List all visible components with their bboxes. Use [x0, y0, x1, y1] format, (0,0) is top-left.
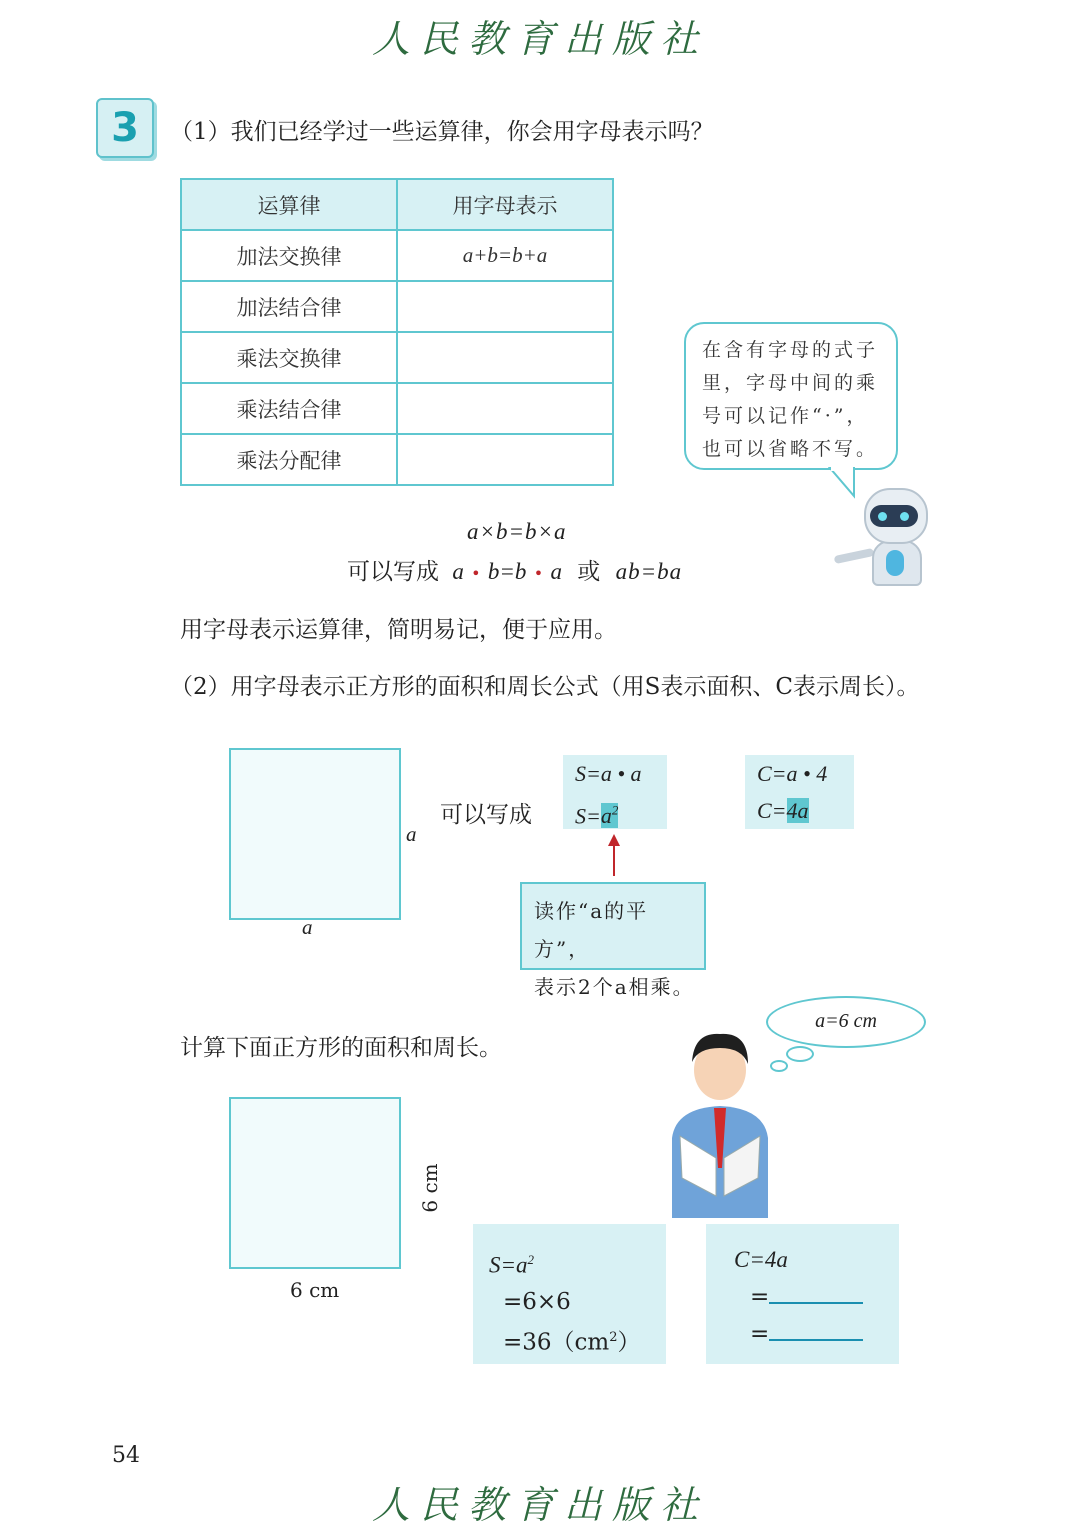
- arrow-shaft: [613, 842, 615, 876]
- calc-area-result: =36（cm: [503, 1329, 610, 1356]
- bubble-line: 里，字母中间的乘: [702, 372, 879, 394]
- area-exponent: 2: [611, 803, 619, 818]
- bubble-line: 也可以省略不写。: [702, 438, 879, 460]
- table-row: [181, 434, 613, 485]
- bubble-line: 在含有字母的式子: [702, 339, 879, 361]
- example-or: 或: [577, 559, 601, 585]
- part2-question: （2）用字母表示正方形的面积和周长公式（用S表示面积、C表示周长）。: [170, 674, 920, 700]
- area-squared-highlight: [601, 803, 619, 828]
- table-header-cell: 运算律: [181, 179, 397, 230]
- calc-area-close-paren: ）: [617, 1329, 641, 1356]
- calc-area-unit-exponent: 2: [609, 1329, 618, 1345]
- part1-question: （1）我们已经学过一些运算律，你会用字母表示吗？: [170, 119, 714, 145]
- square-right-side-label: a: [406, 822, 417, 846]
- perimeter-formula-line: [757, 792, 842, 829]
- perimeter-formula-box: [745, 755, 854, 829]
- law-name-cell: 乘法交换律: [181, 332, 397, 383]
- perimeter-highlight: 4a: [786, 798, 809, 823]
- robot-chest-icon: [886, 550, 904, 576]
- square-reading-note: [520, 882, 706, 999]
- bubble-line: 号可以记作“·”，: [702, 405, 869, 427]
- square-a-figure: [229, 748, 401, 920]
- law-formula-cell[interactable]: [397, 383, 613, 434]
- bubble-tail-icon: [828, 466, 862, 500]
- law-formula-cell: a+b=b+a: [397, 230, 613, 281]
- square-bottom-side-label: a: [302, 915, 313, 939]
- calc-equals: =: [750, 1284, 770, 1310]
- table-header-row: [181, 179, 613, 230]
- square-6cm-right-label: 6 cm: [418, 1163, 442, 1213]
- perimeter-calculation-box: [706, 1224, 899, 1364]
- robot-eye-icon: [900, 512, 909, 521]
- calc-line: [489, 1320, 666, 1361]
- calc-prompt: 计算下面正方形的面积和周长。: [180, 1035, 502, 1061]
- law-formula-cell[interactable]: [397, 434, 613, 485]
- calc-line: [734, 1278, 899, 1315]
- student-reading-illustration-icon: [652, 1018, 788, 1218]
- area-formula-prefix: S=: [575, 803, 601, 829]
- law-formula-cell[interactable]: [397, 281, 613, 332]
- calc-line: [734, 1315, 899, 1352]
- page-number: 54: [112, 1443, 140, 1468]
- part1-summary: 用字母表示运算律，简明易记，便于应用。: [180, 617, 617, 643]
- law-name-cell: 乘法分配律: [181, 434, 397, 485]
- example-rewrite-line: [347, 553, 682, 586]
- table-row: [181, 230, 613, 281]
- example-a: a: [550, 559, 562, 584]
- table-header-cell: 用字母表示: [397, 179, 613, 230]
- area-calculation-box: [473, 1224, 666, 1364]
- table-row: [181, 383, 613, 434]
- thought-bubble: a=6 cm: [766, 996, 926, 1048]
- calc-area-formula: S=a: [489, 1252, 528, 1278]
- example-dot: •: [533, 564, 544, 583]
- square-6cm-figure: [229, 1097, 401, 1269]
- area-formula-box: [563, 755, 667, 829]
- can-write-as-label: 可以写成: [440, 802, 532, 828]
- square-6cm-bottom-label: 6 cm: [290, 1278, 340, 1302]
- calc-line: [489, 1242, 666, 1284]
- example-prefix: 可以写成: [347, 559, 439, 585]
- calc-equals: =: [750, 1321, 770, 1347]
- perimeter-answer-blank[interactable]: [769, 1278, 863, 1304]
- calc-area-exponent: 2: [527, 1252, 535, 1267]
- example-dot: •: [471, 564, 481, 583]
- publisher-footer: 人民教育出版社: [371, 1483, 708, 1527]
- law-name-cell: 乘法结合律: [181, 383, 397, 434]
- law-formula-cell[interactable]: [397, 332, 613, 383]
- area-formula-line: [575, 792, 655, 834]
- example-commutative-formula: a×b=b×a: [467, 519, 567, 544]
- problem-number-badge: 3: [96, 98, 154, 158]
- robot-eye-icon: [878, 512, 887, 521]
- area-squared-base: a: [600, 803, 612, 829]
- calc-line: C=4a: [734, 1247, 788, 1272]
- table-row: [181, 332, 613, 383]
- robot-speech-bubble: [684, 322, 898, 470]
- law-name-cell: 加法结合律: [181, 281, 397, 332]
- table-row: [181, 281, 613, 332]
- thought-puff-icon: [786, 1046, 814, 1062]
- example-a: a: [452, 559, 464, 584]
- calc-line: =6×6: [503, 1288, 571, 1315]
- perimeter-formula-prefix: C=: [757, 798, 787, 823]
- operation-laws-table: [180, 178, 614, 486]
- example-c: ab=ba: [615, 559, 683, 584]
- note-line: 读作“a的平方”，: [534, 899, 649, 961]
- example-b: b=b: [487, 559, 527, 584]
- perimeter-formula-line: C=a • 4: [757, 761, 828, 786]
- law-name-cell: 加法交换律: [181, 230, 397, 281]
- note-line: 表示2个a相乘。: [534, 975, 695, 999]
- publisher-header: 人民教育出版社: [371, 17, 708, 61]
- area-formula-line: S=a • a: [575, 761, 642, 786]
- robot-arm-icon: [834, 548, 875, 564]
- perimeter-answer-blank[interactable]: [769, 1315, 863, 1341]
